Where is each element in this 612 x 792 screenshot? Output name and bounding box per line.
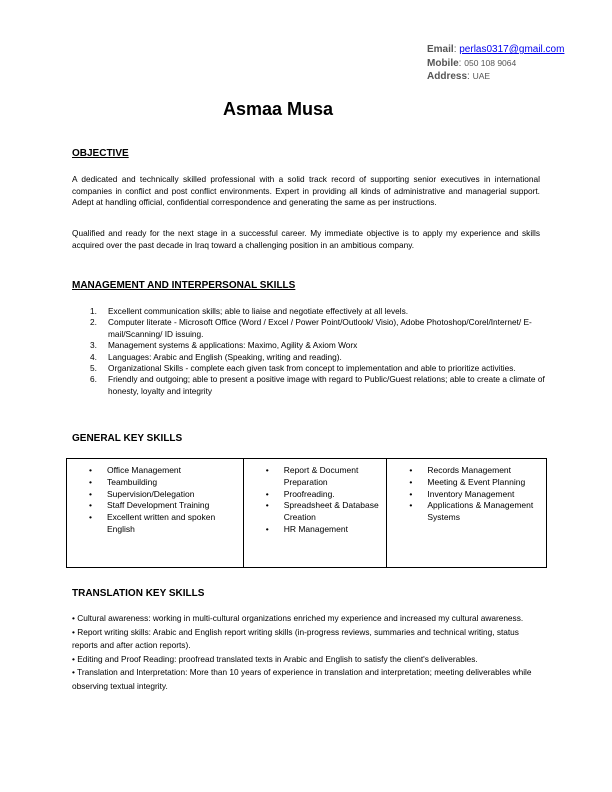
translation-heading: TRANSLATION KEY SKILLS xyxy=(72,588,205,599)
contact-block: Email: perlas0317@gmail.com Mobile: 050 108 9064 Address: UAE xyxy=(427,44,565,82)
list-item xyxy=(90,352,545,363)
objective-paragraph: Qualified and ready for the next stage in a successful career. My immediate objective is to apply my experience and skills acquired over the past decade in Iraq toward a challenging position in an ambitious company. xyxy=(72,228,540,250)
objective-paragraph: A dedicated and technically skilled professional with a solid track record of supporting senior executives in international companies in conflict and post conflict environments. Expert in providing all kinds of administrative and managerial support. Adept at handling official, confidential correspondence and generating the same as per instructions. xyxy=(72,174,540,208)
skill-item: • Teambuilding xyxy=(87,477,239,489)
mobile-value: 050 108 9064 xyxy=(464,57,517,68)
list-item xyxy=(90,363,545,374)
skill-item: • Applications & Management Systems xyxy=(407,500,542,524)
email-label: Email xyxy=(427,44,454,55)
item-number: 1. xyxy=(90,306,97,316)
skill-item: • Excellent written and spoken English xyxy=(87,512,239,536)
item-number: 3. xyxy=(90,340,97,351)
list-item xyxy=(90,306,545,317)
list-item: • Report writing skills: Arabic and English report writing skills (in-progress reviews, summaries and technical writing, status reports and after action reports). xyxy=(72,626,519,650)
skills-column xyxy=(387,459,547,568)
list-item xyxy=(90,317,545,340)
list-item: • Editing and Proof Reading: proofread translated texts in Arabic and English to satisfy the client's deliverables. xyxy=(72,653,478,664)
item-number: 4. xyxy=(90,351,97,362)
skill-item: • Staff Development Training xyxy=(87,500,239,512)
item-text: Management systems & applications: Maximo, Agility & Axiom Worx xyxy=(108,340,358,351)
skill-item: • Records Management xyxy=(407,465,542,477)
item-number: 2. xyxy=(90,317,97,328)
address-label: Address xyxy=(427,71,468,82)
item-text: Languages: Arabic and English (Speaking, writing and reading). xyxy=(108,351,342,362)
skill-item: • Supervision/Delegation xyxy=(87,489,239,501)
skill-item: • Office Management xyxy=(87,465,239,477)
management-heading: MANAGEMENT AND INTERPERSONAL SKILLS xyxy=(72,280,296,291)
mobile-label: Mobile xyxy=(427,57,459,69)
item-text: Computer literate - Microsoft Office (Word / Excel / Power Point/Outlook/ Visio), Adobe Photoshop/Corel/Internet/ E-mail/Scanning/ ID issuing. xyxy=(108,317,532,339)
item-number: 6. xyxy=(90,374,97,385)
item-text: Organizational Skills - complete each given task from concept to implementation and able to prioritize activities. xyxy=(108,363,516,374)
skill-item: • HR Management xyxy=(264,524,383,536)
candidate-name: Asmaa Musa xyxy=(222,99,334,119)
skill-item: • Spreadsheet & Database Creation xyxy=(264,500,383,524)
skill-item: • Report & Document Preparation xyxy=(264,465,383,489)
list-item: • Translation and Interpretation: More than 10 years of experience in translation and interpretation; meeting deliverables while observing textual integrity. xyxy=(72,667,532,691)
skills-column xyxy=(67,459,244,568)
item-text: Friendly and outgoing; able to present a positive image with regard to Public/Guest relations; able to create a climate of honesty, loyalty and integrity xyxy=(108,374,545,396)
item-number: 5. xyxy=(90,363,97,374)
translation-skills-list xyxy=(72,612,542,693)
management-skills-list xyxy=(90,306,545,397)
skill-item: • Inventory Management xyxy=(407,489,542,501)
list-item: • Cultural awareness: working in multi-cultural organizations enriched my experience and increased my cultural awareness. xyxy=(72,613,524,623)
address-value: UAE xyxy=(472,71,491,81)
list-item xyxy=(90,374,545,397)
general-skills-table xyxy=(66,458,547,568)
skills-column xyxy=(243,459,387,568)
skill-item: • Proofreading. xyxy=(264,489,383,501)
item-text: Excellent communication skills; able to liaise and negotiate effectively at all levels. xyxy=(108,306,409,316)
objective-heading: OBJECTIVE xyxy=(72,148,129,159)
general-heading: GENERAL KEY SKILLS xyxy=(72,433,183,444)
email-link[interactable]: perlas0317@gmail.com xyxy=(459,44,565,55)
list-item xyxy=(90,340,545,351)
skill-item: • Meeting & Event Planning xyxy=(407,477,542,489)
